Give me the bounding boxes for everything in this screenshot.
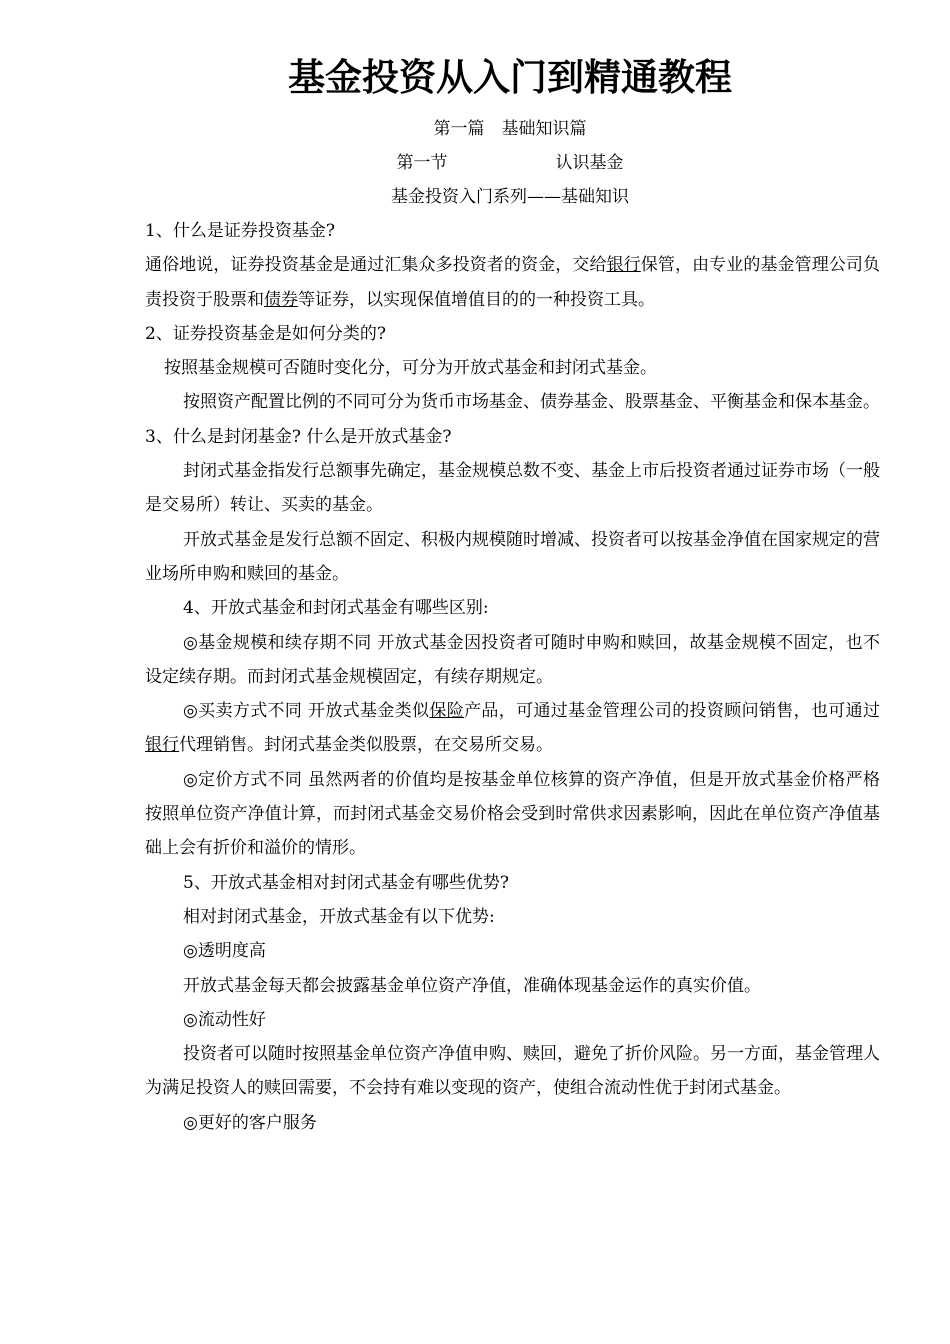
series-heading: 基金投资入门系列——基础知识 [391,187,629,207]
paragraph-text: 等证券，以实现保值增值目的的一种投资工具。 [298,289,655,310]
paragraph-8: ◎定价方式不同 虽然两者的价值均是按基金单位核算的资产净值，但是开放式基金价格严格按照单位资产净值计算，而封闭式基金交易价格会受到时常供求因素影响，因此在单位资产净值基础上会有折价和溢价的情形。 [145,769,880,859]
bank-link[interactable]: 银行 [606,255,641,276]
paragraph-text: 代理销售。封闭式基金类似股票，在交易所交易。 [179,735,553,756]
paragraph-text: 通俗地说，证券投资基金是通过汇集众多投资者的资金，交给 [145,255,607,276]
bond-link[interactable]: 债券 [264,289,298,310]
paragraph-10: 开放式基金每天都会披露基金单位资产净值，准确体现基金运作的真实价值。 [183,975,761,996]
paragraph-text: 产品，可通过基金管理公司的投资顾问销售，也可通过 [464,701,880,722]
question-5: 5、开放式基金相对封闭式基金有哪些优势? [183,872,509,893]
subheading-liquidity: ◎流动性好 [183,1009,266,1030]
question-4: 4、开放式基金和封闭式基金有哪些区别: [183,598,489,619]
document-title: 基金投资从入门到精通教程 [288,56,732,99]
section-heading [0,150,950,176]
insurance-link[interactable]: 保险 [429,701,465,722]
bank-link[interactable]: 银行 [145,735,179,756]
part-heading: 第一篇 基础知识篇 [433,119,587,139]
question-2: 2、证券投资基金是如何分类的? [145,323,386,344]
paragraph-11: 投资者可以随时按照基金单位资产净值申购、赎回，避免了折价风险。另一方面，基金管理人为满足投资人的赎回需要，不会持有难以变现的资产，使组合流动性优于封闭式基金。 [145,1044,880,1099]
question-3: 3、什么是封闭基金? 什么是开放式基金? [145,426,452,447]
paragraph-1 [145,248,880,317]
paragraph-text: ◎买卖方式不同 开放式基金类似 [183,701,430,722]
paragraph-2: 按照基金规模可否随时变化分，可分为开放式基金和封闭式基金。 [164,358,657,379]
paragraph-3: 按照资产配置比例的不同可分为货币市场基金、债券基金、股票基金、平衡基金和保本基金。 [183,392,880,413]
paragraph-9: 相对封闭式基金，开放式基金有以下优势: [183,906,495,927]
question-1: 1、什么是证券投资基金? [145,221,335,241]
subheading-transparency: ◎透明度高 [183,941,266,962]
paragraph-5: 开放式基金是发行总额不固定、积极内规模随时增减、投资者可以按基金净值在国家规定的营业场所申购和赎回的基金。 [145,529,880,584]
document-body [145,214,880,1140]
paragraph-6: ◎基金规模和续存期不同 开放式基金因投资者可随时申购和赎回，故基金规模不固定，也不设定续存期。而封闭式基金规模固定，有续存期规定。 [145,632,880,687]
paragraph-text: 保管，由专业的基金管理公司负责投资于股票和 [145,255,881,310]
subheading-service: ◎更好的客户服务 [183,1112,317,1133]
paragraph-4: 封闭式基金指发行总额事先确定，基金规模总数不变、基金上市后投资者通过证券市场（一般是交易所）转让、买卖的基金。 [145,461,880,516]
section-label: 第一节 [396,153,448,173]
section-title: 认识基金 [555,153,624,173]
paragraph-7 [145,694,880,763]
